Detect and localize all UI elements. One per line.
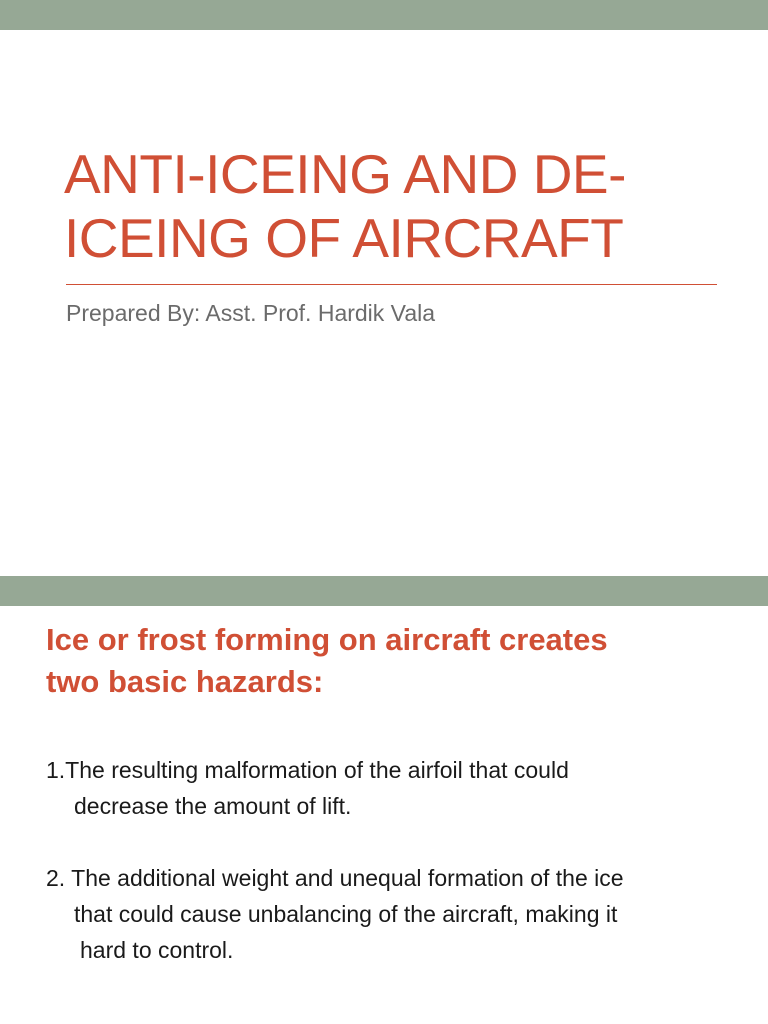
slide-top-band	[0, 576, 768, 606]
hazard-list	[46, 752, 746, 1004]
slide-title-line: ANTI-ICEING AND DE-	[64, 143, 626, 205]
slide-subtitle: Prepared By: Asst. Prof. Hardik Vala	[66, 300, 436, 326]
list-item-line: hard to control.	[80, 937, 234, 963]
list-item-line: 2. The additional weight and unequal formation of the ice	[46, 865, 624, 891]
slide-heading	[46, 619, 746, 703]
list-item-line: decrease the amount of lift.	[74, 793, 352, 819]
slide-heading-line: Ice or frost forming on aircraft creates	[46, 622, 608, 657]
content-slide	[0, 576, 768, 1024]
slide-top-band	[0, 0, 768, 30]
title-divider	[66, 284, 717, 285]
list-item	[46, 752, 746, 824]
list-item	[46, 860, 746, 968]
slide-title	[64, 142, 714, 270]
list-item-line: 1.The resulting malformation of the airfoil that could	[46, 757, 569, 783]
slide-heading-line: two basic hazards:	[46, 664, 324, 699]
slide-title-line: ICEING OF AIRCRAFT	[64, 207, 624, 269]
list-item-line: that could cause unbalancing of the aircraft, making it	[74, 901, 618, 927]
